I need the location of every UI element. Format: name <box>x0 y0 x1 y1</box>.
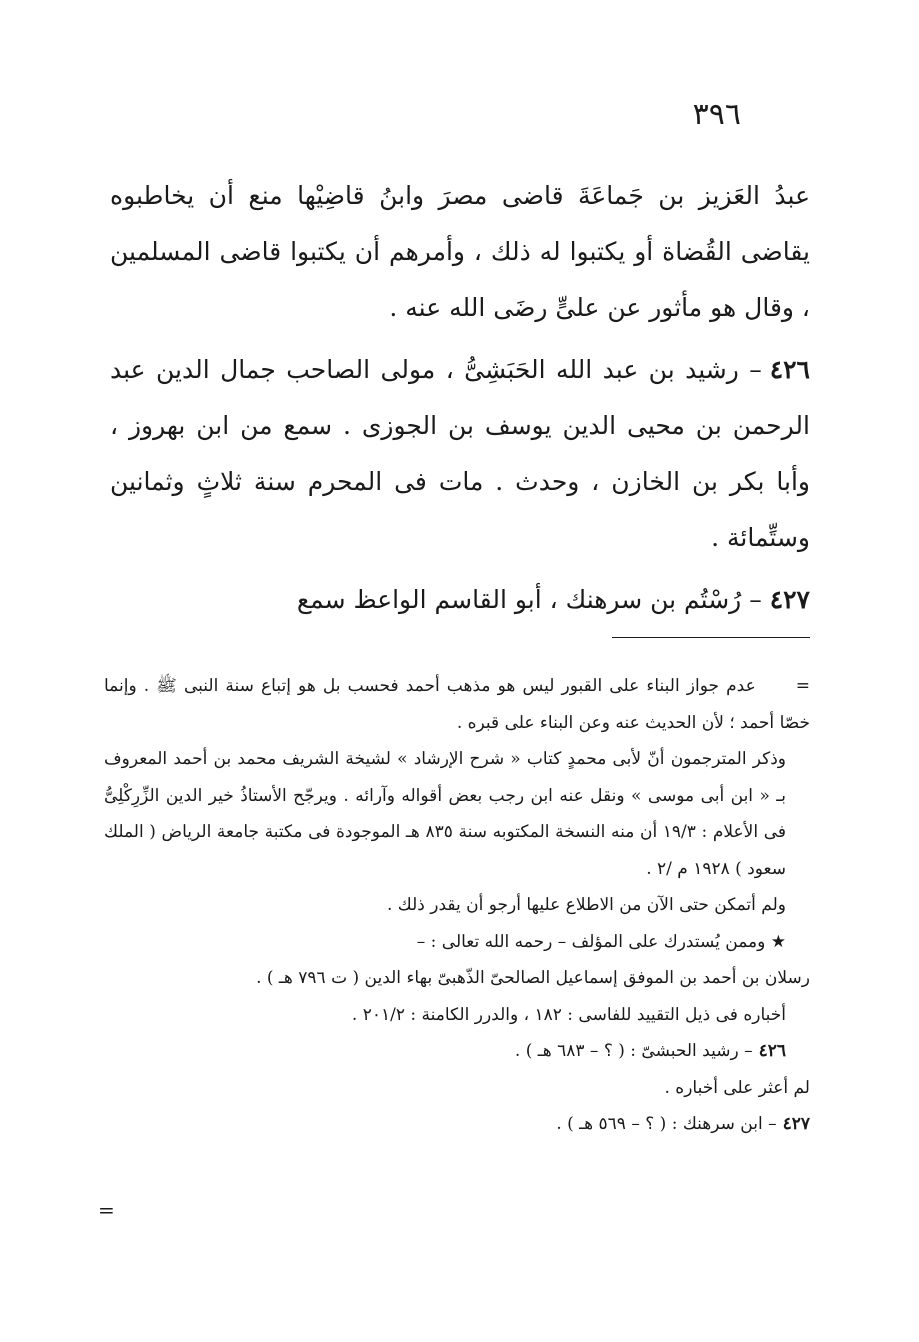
entry-427-number: ٤٢٧ <box>769 585 810 614</box>
footnote-line: ولم أتمكن حتى الآن من الاطلاع عليها أرجو أن يقدر ذلك . <box>386 895 786 915</box>
entry-427 <box>110 572 810 628</box>
footnote-427-text: – ابن سرهنك : ( ؟ – ٥٦٩ هـ ) . <box>556 1114 777 1134</box>
footnote-426-number: ٤٢٦ <box>758 1041 786 1061</box>
footnote-line: لم أعثر على أخباره . <box>664 1077 810 1098</box>
entry-426-number: ٤٢٦ <box>769 355 810 384</box>
footnote-text: عدم جواز البناء على القبور ليس هو مذهب أحمد فحسب بل هو إتباع سنة النبى ﷺ . وإنما خصّا أحمد ؛ لأن الحديث عنه وعن البناء على قبره . <box>104 676 810 733</box>
entry-426-text: – رشيد بن عبد الله الحَبَشِىُّ ، مولى الصاحب جمال الدين عبد الرحمن بن محيى الدين يوسف بن الجوزى . سمع من ابن بهروز ، وأبا بكر بن الخازن ، وحدث . مات فى المحرم سنة ثلاثٍ وثمانين وستِّمائة . <box>110 355 810 552</box>
page-number: ٣٩٦ <box>692 97 741 132</box>
footnote-line: أخباره فى ذيل التقييد للفاسى : ١٨٢ ، والدرر الكامنة : ٢٠١/٢ . <box>351 1004 786 1025</box>
entry-426 <box>110 342 810 566</box>
footnote-427-number: ٤٢٧ <box>782 1114 810 1134</box>
footnote-426-text: – رشيد الحبشىّ : ( ؟ – ٦٨٣ هـ ) . <box>514 1041 753 1061</box>
footnote-line: ★ وممن يُستدرك على المؤلف – رحمه الله تعالى : – <box>416 931 786 952</box>
footnote-line: وذكر المترجمون أنّ لأبى محمدٍ كتاب « شرح الإرشاد » لشيخة الشريف محمد بن أحمد المعروف بـ « ابن أبى موسى » ونقل عنه ابن رجب بعض أقواله وآرائه . ويرجّح الأستاذُ خير الدين الزِّرِكْلِىُّ فى الأعلام : ١٩/٣ أن منه النسخة المكتوبه سنة ٨٣٥ هـ الموجودة فى مكتبة جامعة الرياض ( الملك سعود ) ١٩٢٨ م /٢ . <box>104 749 787 879</box>
main-text <box>110 168 810 628</box>
footnote-entry-426 <box>104 1033 810 1070</box>
footnote-line <box>104 668 810 741</box>
footnote-separator-rule <box>612 637 810 638</box>
continuation-mark: = <box>795 676 810 696</box>
continuation-mark-end: = <box>98 1198 115 1222</box>
entry-427-text: – رُسْتُم بن سرهنك ، أبو القاسم الواعظ سمع <box>296 585 762 614</box>
footnotes <box>104 668 810 1143</box>
main-paragraph-continuation: عبدُ العَزيز بن جَماعَةَ قاضى مصرَ وابنُ قاضِيْها منع أن يخاطبوه يقاضى القُضاة أو يكتبوا له ذلك ، وأمرهم أن يكتبوا قاضى المسلمين ، وقال هو مأثور عن علىٍّ رضَى الله عنه . <box>110 181 810 322</box>
footnote-line: رسلان بن أحمد بن الموفق إسماعيل الصالحىّ الذّهبىّ بهاء الدين ( ت ٧٩٦ هـ ) . <box>256 968 810 988</box>
footnote-entry-427 <box>104 1106 810 1143</box>
